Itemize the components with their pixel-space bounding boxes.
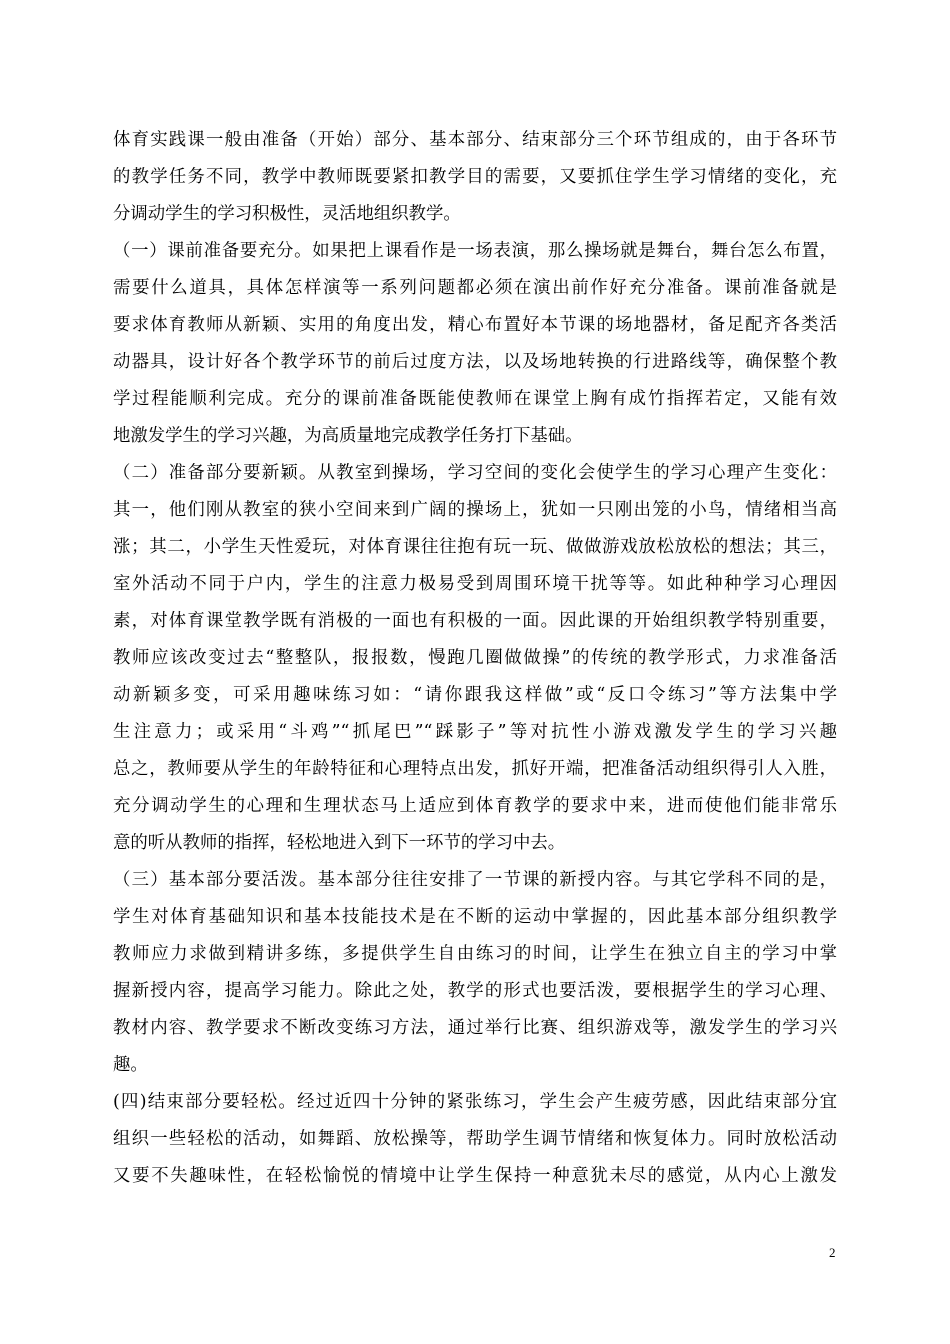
text-line: 生注意力；或采用“斗鸡”“抓尾巴”“踩影子”等对抗性小游戏激发学生的学习兴趣 bbox=[113, 722, 837, 742]
text-line: 意的听从教师的指挥，轻松地进入到下一环节的学习中去。 bbox=[113, 833, 566, 853]
text-line: 教材内容、教学要求不断改变练习方法，通过举行比赛、组织游戏等，激发学生的学习兴 bbox=[113, 1018, 837, 1038]
text-line: 教师应力求做到精讲多练，多提供学生自由练习的时间，让学生在独立自主的学习中掌 bbox=[113, 944, 837, 964]
page-number: 2 bbox=[829, 1245, 836, 1260]
text-line: （三）基本部分要活泼。基本部分往往安排了一节课的新授内容。与其它学科不同的是， bbox=[113, 870, 837, 890]
text-line: 其一，他们刚从教室的狭小空间来到广阔的操场上，犹如一只刚出笼的小鸟，情绪相当高 bbox=[113, 500, 837, 520]
text-line: 学生对体育基础知识和基本技能技术是在不断的运动中掌握的，因此基本部分组织教学 bbox=[113, 907, 837, 927]
text-line: 充分调动学生的心理和生理状态马上适应到体育教学的要求中来，进而使他们能非常乐 bbox=[113, 796, 837, 816]
text-line: 总之，教师要从学生的年龄特征和心理特点出发，抓好开端，把准备活动组织得引人入胜， bbox=[113, 759, 837, 779]
text-line: (四)结束部分要轻松。经过近四十分钟的紧张练习，学生会产生疲劳感，因此结束部分宜 bbox=[113, 1092, 837, 1112]
text-line: （二）准备部分要新颖。从教室到操场，学习空间的变化会使学生的学习心理产生变化： bbox=[113, 463, 837, 483]
text-line: 组织一些轻松的活动，如舞蹈、放松操等，帮助学生调节情绪和恢复体力。同时放松活动 bbox=[113, 1129, 837, 1149]
text-line: 学过程能顺利完成。充分的课前准备既能使教师在课堂上胸有成竹指挥若定，又能有效 bbox=[113, 389, 837, 409]
document-body bbox=[113, 122, 837, 1195]
text-line: 体育实践课一般由准备（开始）部分、基本部分、结束部分三个环节组成的，由于各环节 bbox=[113, 130, 837, 150]
text-line: 动器具，设计好各个教学环节的前后过度方法，以及场地转换的行进路线等，确保整个教 bbox=[113, 352, 837, 372]
text-line: 需要什么道具，具体怎样演等一系列问题都必须在演出前作好充分准备。课前准备就是 bbox=[113, 278, 837, 298]
text-line: 素，对体育课堂教学既有消极的一面也有积极的一面。因此课的开始组织教学特别重要， bbox=[113, 611, 837, 631]
text-line: （一）课前准备要充分。如果把上课看作是一场表演，那么操场就是舞台，舞台怎么布置， bbox=[113, 241, 837, 261]
text-line: 涨；其二，小学生天性爱玩，对体育课往往抱有玩一玩、做做游戏放松放松的想法；其三， bbox=[113, 537, 837, 557]
text-line: 要求体育教师从新颖、实用的角度出发，精心布置好本节课的场地器材，备足配齐各类活 bbox=[113, 315, 837, 335]
text-line: 动新颖多变，可采用趣味练习如：“请你跟我这样做”或“反口令练习”等方法集中学 bbox=[113, 685, 837, 705]
text-line: 教师应该改变过去“整整队，报报数，慢跑几圈做做操”的传统的教学形式，力求准备活 bbox=[113, 648, 837, 668]
text-line: 分调动学生的学习积极性，灵活地组织教学。 bbox=[113, 204, 461, 224]
text-line: 室外活动不同于户内，学生的注意力极易受到周围环境干扰等等。如此种种学习心理因 bbox=[113, 574, 837, 594]
text-line: 的教学任务不同，教学中教师既要紧扣教学目的需要，又要抓住学生学习情绪的变化，充 bbox=[113, 167, 837, 187]
text-line: 握新授内容，提高学习能力。除此之处，教学的形式也要活泼，要根据学生的学习心理、 bbox=[113, 981, 837, 1001]
text-line: 又要不失趣味性，在轻松愉悦的情境中让学生保持一种意犹未尽的感觉，从内心上激发 bbox=[113, 1166, 837, 1186]
text-line: 趣。 bbox=[113, 1055, 148, 1075]
text-line: 地激发学生的学习兴趣，为高质量地完成教学任务打下基础。 bbox=[113, 426, 583, 446]
